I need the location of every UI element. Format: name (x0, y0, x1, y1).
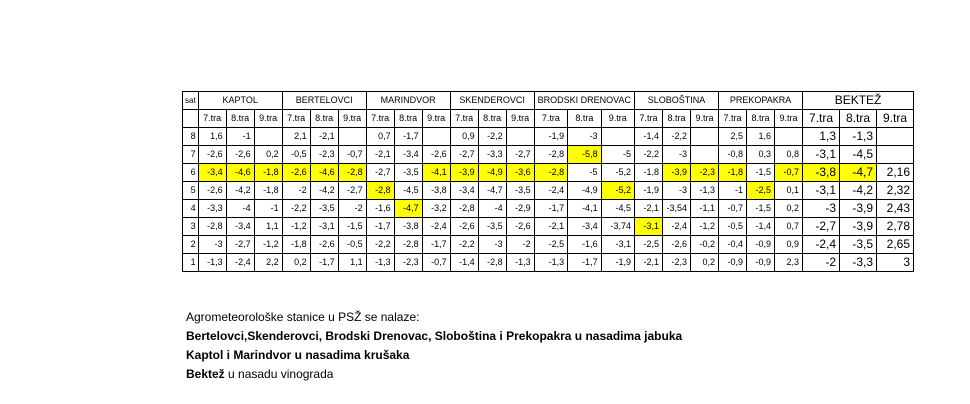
hour-header: sat (183, 92, 199, 110)
date-header: 8.tra (310, 110, 338, 128)
temperature-cell: -1,9 (635, 182, 663, 200)
temperature-cell: 2,16 (877, 164, 914, 182)
temperature-cell: -1,7 (534, 200, 567, 218)
temperature-cell: -3,5 (840, 236, 877, 254)
temperature-cell: -1,3 (198, 254, 226, 272)
temperature-cell: -2,1 (635, 254, 663, 272)
station-notes (186, 308, 682, 384)
temperature-cell: -3,4 (226, 218, 254, 236)
temperature-cell: -2,3 (691, 164, 719, 182)
date-header: 8.tra (478, 110, 506, 128)
temperature-cell: -1,7 (568, 254, 601, 272)
temperature-cell: -2,8 (198, 218, 226, 236)
temperature-cell: -4,7 (394, 200, 422, 218)
temperature-cell: 0,9 (775, 236, 803, 254)
temperature-cell: -3,1 (803, 146, 840, 164)
date-header: 9.tra (775, 110, 803, 128)
temperature-cell: -5,8 (568, 146, 601, 164)
temperature-cell: 0,2 (691, 254, 719, 272)
temperature-cell: -3,8 (394, 218, 422, 236)
temperature-cell: -2,8 (534, 146, 567, 164)
station-header-row (183, 92, 914, 110)
date-header: 7.tra (803, 110, 840, 128)
date-header: 7.tra (635, 110, 663, 128)
temperature-cell: -1,6 (366, 200, 394, 218)
temperature-cell: -4,2 (310, 182, 338, 200)
temperature-cell: 1,3 (803, 128, 840, 146)
temperature-cell: -3 (803, 200, 840, 218)
temperature-cell: -2,8 (338, 164, 366, 182)
temperature-cell: -0,5 (282, 146, 310, 164)
temperature-cell: -4 (478, 200, 506, 218)
hour-cell: 1 (183, 254, 199, 272)
temperature-cell: 1,1 (254, 218, 282, 236)
temperature-cell: -2,2 (635, 146, 663, 164)
temperature-cell: -3,5 (478, 218, 506, 236)
temperature-cell: -2,1 (534, 218, 567, 236)
temperature-cell: -2,2 (450, 236, 478, 254)
temperature-cell: -0,9 (747, 236, 775, 254)
notes-vineyard (186, 365, 682, 384)
temperature-cell: -1,7 (422, 236, 450, 254)
hour-cell: 8 (183, 128, 199, 146)
date-header: 7.tra (366, 110, 394, 128)
temperature-cell: 3 (877, 254, 914, 272)
temperature-cell: -4,6 (310, 164, 338, 182)
temperature-cell: -0,7 (719, 200, 747, 218)
temperature-cell: -2,4 (663, 218, 691, 236)
temperature-cell: -3 (663, 146, 691, 164)
temperature-cell: -3,1 (310, 218, 338, 236)
temperature-cell: -1,7 (310, 254, 338, 272)
station-header: BEKTEŽ (803, 92, 914, 110)
date-header: 9.tra (422, 110, 450, 128)
temperature-cell: -2,6 (282, 164, 310, 182)
temperature-cell: 2,3 (775, 254, 803, 272)
temperature-cell: -1,8 (635, 164, 663, 182)
hour-cell: 5 (183, 182, 199, 200)
temperature-cell: -2,5 (747, 182, 775, 200)
date-header: 9.tra (254, 110, 282, 128)
temperature-cell: 2,65 (877, 236, 914, 254)
temperature-cell: -1,9 (534, 128, 567, 146)
temperature-cell: -3,5 (506, 182, 534, 200)
temperature-cell (691, 128, 719, 146)
temperature-cell: -2,4 (534, 182, 567, 200)
temperature-cell: -0,8 (719, 146, 747, 164)
temperature-cell: -1 (226, 128, 254, 146)
temperature-cell: -1 (254, 200, 282, 218)
temperature-cell: -3,1 (601, 236, 634, 254)
hour-row (183, 254, 914, 272)
temperature-cell (601, 128, 634, 146)
temperature-cell: -0,5 (719, 218, 747, 236)
temperature-cell: -0,9 (719, 254, 747, 272)
temperature-cell: -4,7 (478, 182, 506, 200)
temperature-cell: 2,5 (719, 128, 747, 146)
temperature-cell: -4,7 (840, 164, 877, 182)
temperature-cell: -5,2 (601, 182, 634, 200)
notes-apple-orchards: Bertelovci,Skenderovci, Brodski Drenovac, Sloboština i Prekopakra u nasadima jabuka (186, 329, 683, 343)
temperature-cell: -1,6 (568, 236, 601, 254)
temperature-cell: 0,1 (775, 182, 803, 200)
hour-cell: 7 (183, 146, 199, 164)
date-header: 9.tra (601, 110, 634, 128)
temperature-cell: -2,5 (534, 236, 567, 254)
temperature-cell: 0,9 (450, 128, 478, 146)
temperature-cell: -3 (568, 128, 601, 146)
temperature-cell: -4,2 (840, 182, 877, 200)
temperature-cell: -2,3 (310, 146, 338, 164)
temperature-cell: -1,7 (366, 218, 394, 236)
temperature-cell: -1,8 (254, 182, 282, 200)
station-header: BERTELOVCI (282, 92, 366, 110)
temperature-cell: -2,6 (663, 236, 691, 254)
temperature-cell: -3,1 (635, 218, 663, 236)
temperature-cell: -4,1 (568, 200, 601, 218)
temperature-cell: -3,9 (840, 200, 877, 218)
temperature-cell: -1,3 (691, 182, 719, 200)
temperature-cell: -1,3 (840, 128, 877, 146)
temperature-cell (877, 128, 914, 146)
temperature-cell: 2,1 (282, 128, 310, 146)
temperature-cell: -3,9 (840, 218, 877, 236)
station-header: KAPTOL (198, 92, 282, 110)
temperature-cell: -2,7 (366, 164, 394, 182)
temperature-cell: -4 (226, 200, 254, 218)
temperature-cell: -3 (663, 182, 691, 200)
temperature-cell: -1,8 (254, 164, 282, 182)
temperature-cell: -2,7 (506, 146, 534, 164)
temperature-cell: -2,7 (338, 182, 366, 200)
temperature-cell: -1,4 (635, 128, 663, 146)
temperature-cell (422, 128, 450, 146)
hour-row (183, 236, 914, 254)
temperature-cell: -4,5 (840, 146, 877, 164)
date-header: 8.tra (840, 110, 877, 128)
temperature-cell: -2,6 (198, 182, 226, 200)
temperature-cell: -3,5 (310, 200, 338, 218)
temperature-cell: -2,4 (226, 254, 254, 272)
temperature-cell: 0,7 (366, 128, 394, 146)
notes-vineyard-station: Bektež (186, 367, 225, 381)
temperature-cell: -2,6 (310, 236, 338, 254)
temperature-cell: -4,9 (478, 164, 506, 182)
temperature-cell: -2,7 (450, 146, 478, 164)
temperature-cell (775, 128, 803, 146)
notes-intro: Agrometeorološke stanice u PSŽ se nalaze: (186, 310, 420, 324)
temperature-cell (877, 146, 914, 164)
date-header: 7.tra (450, 110, 478, 128)
temperature-cell: -2,8 (366, 182, 394, 200)
temperature-cell: 0,2 (254, 146, 282, 164)
temperature-cell: -3,2 (422, 200, 450, 218)
temperature-cell: -3,1 (803, 182, 840, 200)
temperature-cell: -5 (568, 164, 601, 182)
temperature-cell (338, 128, 366, 146)
temperature-cell: -1,3 (506, 254, 534, 272)
hour-cell: 4 (183, 200, 199, 218)
temperature-cell: -3,54 (663, 200, 691, 218)
temperature-cell: -2,2 (282, 200, 310, 218)
temperature-cell: -4,5 (601, 200, 634, 218)
temperature-cell: -2,4 (803, 236, 840, 254)
temperature-cell: -2 (506, 236, 534, 254)
temperature-cell: -3 (198, 236, 226, 254)
temperature-cell: 0,8 (775, 146, 803, 164)
hour-cell: 6 (183, 164, 199, 182)
date-header: 7.tra (282, 110, 310, 128)
date-header: 7.tra (534, 110, 567, 128)
date-header-row (183, 110, 914, 128)
temperature-cell: -1,2 (691, 218, 719, 236)
temperature-cell: -3,9 (663, 164, 691, 182)
date-header: 8.tra (747, 110, 775, 128)
date-header: 9.tra (691, 110, 719, 128)
station-header: PREKOPAKRA (719, 92, 803, 110)
temperature-cell: -2 (282, 182, 310, 200)
hour-row (183, 146, 914, 164)
hour-cell: 3 (183, 218, 199, 236)
date-header: 9.tra (506, 110, 534, 128)
temperature-cell: -3,3 (840, 254, 877, 272)
temperature-cell: -1,7 (394, 128, 422, 146)
temperature-cell: 2,32 (877, 182, 914, 200)
notes-pear-orchards: Kaptol i Marindvor u nasadima krušaka (186, 348, 410, 362)
temperature-cell: -2,6 (422, 146, 450, 164)
temperature-cell: -2,4 (422, 218, 450, 236)
temperature-cell: -3,3 (478, 146, 506, 164)
temperature-cell: -2,9 (506, 200, 534, 218)
temperature-cell: 0,2 (775, 200, 803, 218)
temperature-cell: -3,4 (450, 182, 478, 200)
temperature-cell: -0,7 (775, 164, 803, 182)
temperature-cell: -1,8 (282, 236, 310, 254)
temperature-cell: 2,78 (877, 218, 914, 236)
temperature-cell: -4,1 (422, 164, 450, 182)
temperature-cell: -4,5 (394, 182, 422, 200)
temperature-cell: -1,1 (691, 200, 719, 218)
temperature-cell: -0,9 (747, 254, 775, 272)
temperature-cell: -3,3 (198, 200, 226, 218)
temperature-cell: -0,7 (422, 254, 450, 272)
temperature-cell: -1,5 (338, 218, 366, 236)
temperature-cell: -1,3 (534, 254, 567, 272)
temperature-cell: -3,6 (506, 164, 534, 182)
hour-row (183, 200, 914, 218)
temperature-cell: -3,4 (198, 164, 226, 182)
temperature-cell: -3,8 (422, 182, 450, 200)
date-header: 9.tra (877, 110, 914, 128)
temperature-cell: -1,5 (747, 200, 775, 218)
hour-row (183, 164, 914, 182)
temperature-cell: -2,2 (478, 128, 506, 146)
temperature-cell: -2,6 (198, 146, 226, 164)
temperature-cell: -2,2 (663, 128, 691, 146)
date-header: 8.tra (394, 110, 422, 128)
date-header: 9.tra (338, 110, 366, 128)
temperature-cell: -2,2 (366, 236, 394, 254)
temperature-cell: -1,5 (747, 164, 775, 182)
temperature-cell: -2,5 (635, 236, 663, 254)
temperature-cell: -2,3 (663, 254, 691, 272)
temperature-cell: -2,1 (310, 128, 338, 146)
temperature-cell: -3 (478, 236, 506, 254)
temperature-cell: -3,4 (394, 146, 422, 164)
temperature-cell: -1 (719, 182, 747, 200)
temperature-cell (254, 128, 282, 146)
temperature-cell: -3,9 (450, 164, 478, 182)
temperature-cell: -2 (803, 254, 840, 272)
temperature-cell: -3,8 (803, 164, 840, 182)
date-header: 7.tra (719, 110, 747, 128)
temperature-cell: -2,6 (506, 218, 534, 236)
temperature-cell: -5,2 (601, 164, 634, 182)
temperature-cell: -2,6 (226, 146, 254, 164)
temperature-cell: 0,3 (747, 146, 775, 164)
temperature-cell: -2,1 (635, 200, 663, 218)
temperature-cell: -2,3 (394, 254, 422, 272)
temperature-cell: -1,2 (282, 218, 310, 236)
station-header: SKENDEROVCI (450, 92, 534, 110)
temperature-cell: -2,8 (394, 236, 422, 254)
temperature-cell: -2,8 (534, 164, 567, 182)
station-header: BRODSKI DRENOVAC (534, 92, 634, 110)
temperature-cell: -2,6 (450, 218, 478, 236)
temperature-cell (506, 128, 534, 146)
date-header: 8.tra (568, 110, 601, 128)
temperature-cell: -1,4 (450, 254, 478, 272)
station-header: SLOBOŠTINA (635, 92, 719, 110)
temperature-cell: -4,9 (568, 182, 601, 200)
notes-vineyard-rest: u nasadu vinograda (224, 367, 334, 381)
temperature-cell: 0,7 (775, 218, 803, 236)
temperature-cell: -3,74 (601, 218, 634, 236)
temperature-cell: 2,43 (877, 200, 914, 218)
temperature-cell: -1,4 (747, 218, 775, 236)
hour-cell: 2 (183, 236, 199, 254)
temperature-cell: 0,2 (282, 254, 310, 272)
temperature-cell (691, 146, 719, 164)
temperature-cell: -0,2 (691, 236, 719, 254)
temperature-cell: 1,6 (747, 128, 775, 146)
temperature-cell: -0,5 (338, 236, 366, 254)
temperature-cell: -2,8 (450, 200, 478, 218)
temperature-cell: -4,6 (226, 164, 254, 182)
temperature-cell: -1,8 (719, 164, 747, 182)
temperature-cell: 1,6 (198, 128, 226, 146)
temperature-cell: -1,3 (366, 254, 394, 272)
date-header: 8.tra (226, 110, 254, 128)
empty-cell (183, 110, 199, 128)
hour-row (183, 218, 914, 236)
station-header: MARINDVOR (366, 92, 450, 110)
hour-row (183, 182, 914, 200)
temperature-cell: -0,7 (338, 146, 366, 164)
hour-row (183, 128, 914, 146)
temperature-cell: -5 (601, 146, 634, 164)
temperature-cell: -2,1 (366, 146, 394, 164)
temperature-cell: -1,9 (601, 254, 634, 272)
temperature-cell: -1,2 (254, 236, 282, 254)
temperature-cell: -3,5 (394, 164, 422, 182)
date-header: 7.tra (198, 110, 226, 128)
temperature-cell: -2,7 (803, 218, 840, 236)
temperature-cell: -4,2 (226, 182, 254, 200)
temperature-cell: -0,4 (719, 236, 747, 254)
temperature-table (182, 91, 914, 272)
temperature-cell: -2 (338, 200, 366, 218)
temperature-cell: 1,1 (338, 254, 366, 272)
date-header: 8.tra (663, 110, 691, 128)
temperature-cell: 2,2 (254, 254, 282, 272)
temperature-cell: -3,4 (568, 218, 601, 236)
temperature-cell: -2,7 (226, 236, 254, 254)
temperature-cell: -2,8 (478, 254, 506, 272)
